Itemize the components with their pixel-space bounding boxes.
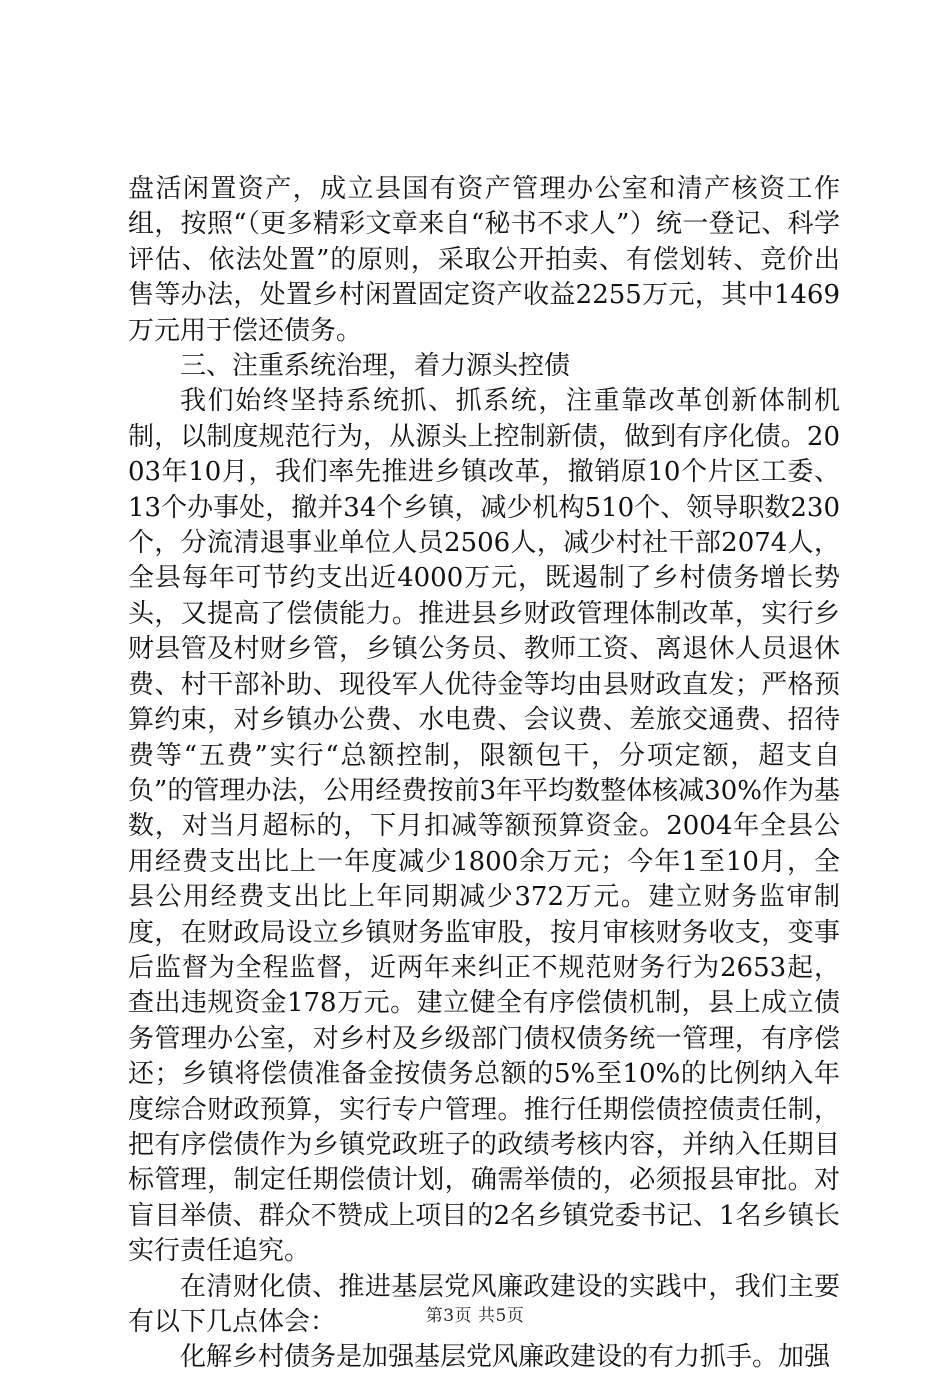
- document-body: [128, 172, 840, 1376]
- paragraph-continuation: 盘活闲置资产，成立县国有资产管理办公室和清产核资工作组，按照“（更多精彩文章来自“秘书不求人”）统一登记、科学评估、依法处置”的原则，采取公开拍卖、有偿划转、竞价出售等办法，处置乡村闲置固定资产收益2255万元，其中1469万元用于偿还债务。: [128, 174, 840, 346]
- paragraph-reform: 我们始终坚持系统抓、抓系统，注重靠改革创新体制机制，以制度规范行为，从源头上控制新债，做到有序化债。2003年10月，我们率先推进乡镇改革，撤销原10个片区工委、13个办事处，撤并34个乡镇，减少机构510个、领导职数230个，分流清退事业单位人员2506人，减少村社干部2074人，全县每年可节约支出近4000万元，既遏制了乡村债务增长势头，又提高了偿债能力。推进县乡财政管理体制改革，实行乡财县管及村财乡管，乡镇公务员、教师工资、离退休人员退休费、村干部补助、现役军人优待金等均由县财政直发；严格预算约束，对乡镇办公费、水电费、会议费、差旅交通费、招待费等“五费”实行“总额控制，限额包干，分项定额，超支自负”的管理办法，公用经费按前3年平均数整体核减30%作为基数，对当月超标的，下月扣减等额预算资金。2004年全县公用经费支出比上一年度减少1800余万元；今年1至10月，全县公用经费支出比上年同期减少372万元。建立财务监审制度，在财政局设立乡镇财务监审股，按月审核财务收支，变事后监督为全程监督，近两年来纠正不规范财务行为2653起，查出违规资金178万元。建立健全有序偿债机制，县上成立债务管理办公室，对乡村及乡级部门债权债务统一管理，有序偿还；乡镇将偿债准备金按债务总额的5%至10%的比例纳入年度综合财政预算，实行专户管理。推行任期偿债控债责任制，把有序偿债作为乡镇党政班子的政绩考核内容，并纳入任期目标管理，制定任期偿债计划，确需举债的，必须报县审批。对盲目举债、群众不赞成上项目的2名乡镇党委书记、1名乡镇长实行责任追究。: [128, 386, 840, 1267]
- page-footer: 第3页 共5页: [425, 1306, 525, 1326]
- paragraph-conclusion-start: 化解乡村债务是加强基层党风廉政建设的有力抓手。加强: [180, 1342, 831, 1373]
- section-heading: 三、注重系统治理，着力源头控债: [180, 351, 571, 382]
- paragraph-experience: 在清财化债、推进基层党风廉政建设的实践中，我们主要有以下几点体会：: [128, 1271, 840, 1337]
